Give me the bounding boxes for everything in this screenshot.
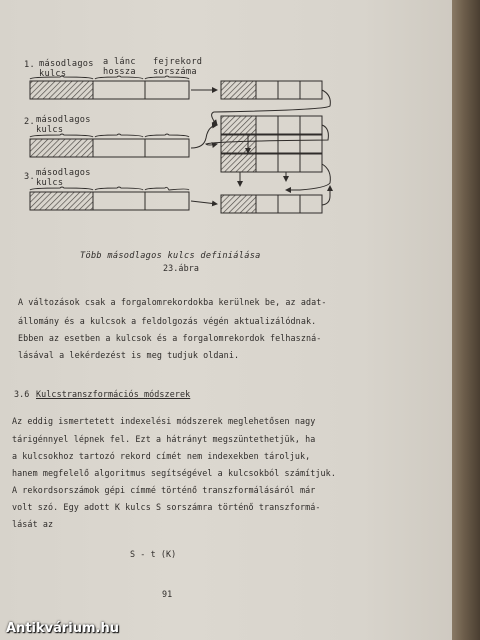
figure-caption: Több másodlagos kulcs definiálása	[80, 251, 261, 261]
group2-number: 2.	[24, 117, 35, 127]
paragraph1-line4: lásával a lekérdezést is meg tudjuk oldani.	[18, 350, 240, 360]
paragraph2-line4: hanem megfelelő algoritmus segítségével a kulcsokból számítjuk.	[12, 468, 336, 478]
paragraph2-line6: volt szó. Egy adott K kulcs S sorszámra történő transzformá-	[12, 502, 321, 512]
group3-number: 3.	[24, 172, 35, 182]
secondary-key-diagram	[0, 0, 452, 240]
paragraph1-line3: Ebben az esetben a kulcsok és a forgalomrekordok felhaszná-	[18, 333, 322, 343]
watermark-logo: Antikvárium.hu	[6, 621, 119, 636]
chain-length-label-line1: a lánc	[103, 57, 136, 67]
group1-number: 1.	[24, 60, 35, 70]
group3-label-line2: kulcs	[36, 178, 64, 188]
paragraph2-line3: a kulcsokhoz tartozó rekord címét nem indexekben tároljuk,	[12, 451, 311, 461]
paragraph2-line7: lását az	[12, 519, 54, 529]
paragraph1-line2: állomány és a kulcsok a feldolgozás végén aktualizálódnak.	[18, 316, 317, 326]
group2-label-line1: másodlagos	[36, 115, 91, 125]
group3-label-line1: másodlagos	[36, 168, 91, 178]
formula: S - t (K)	[130, 549, 177, 559]
paragraph2-line1: Az eddig ismertetett indexelési módszerek meglehetősen nagy	[12, 416, 316, 426]
paragraph2-line2: tárigénnyel lépnek fel. Ezt a hátrányt megszüntethetjük, ha	[12, 434, 316, 444]
paragraph2-line5: A rekordsorszámok gépi címmé történő transzformálásáról már	[12, 485, 316, 495]
head-record-label-line2: sorszáma	[153, 67, 197, 77]
chain-length-label-line2: hossza	[103, 67, 136, 77]
group1-label-line1: másodlagos	[39, 59, 94, 69]
book-edge	[452, 0, 480, 640]
group1-label-line2: kulcs	[39, 69, 67, 79]
group2-label-line2: kulcs	[36, 125, 64, 135]
head-record-label-line1: fejrekord	[153, 57, 203, 67]
figure-number: 23.ábra	[163, 263, 199, 273]
paragraph1-line1: A változások csak a forgalomrekordokba kerülnek be, az adat-	[18, 297, 327, 307]
section-number: 3.6	[14, 389, 30, 399]
section-title: Kulcstranszformációs módszerek	[36, 389, 191, 399]
page-number: 91	[162, 589, 173, 599]
